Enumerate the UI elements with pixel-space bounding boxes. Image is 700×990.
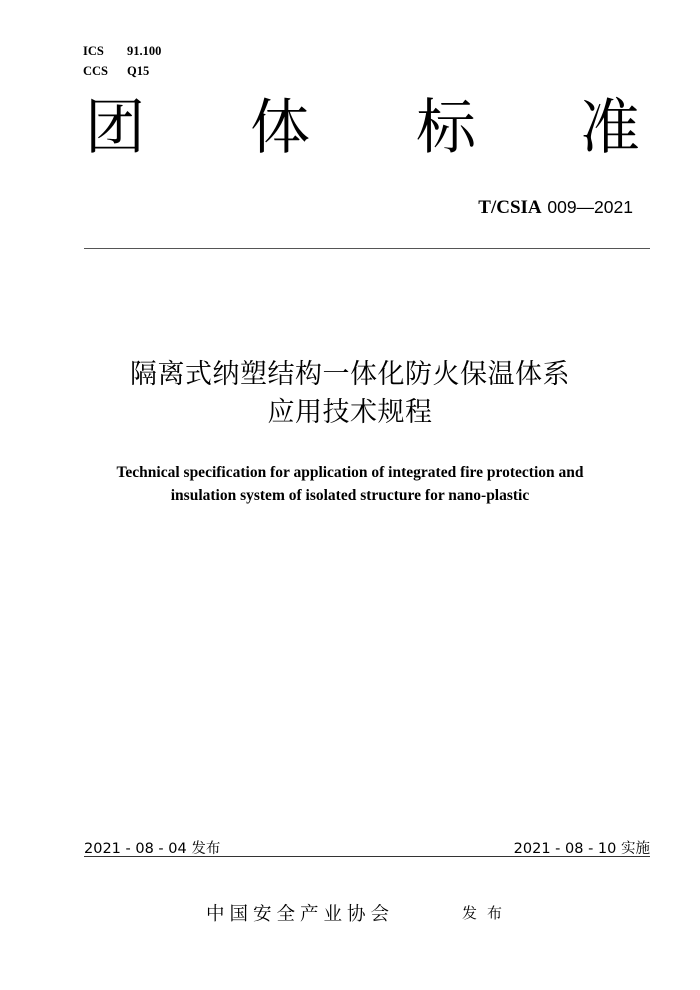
ccs-label: CCS	[83, 64, 109, 78]
standard-prefix: T/CSIA	[478, 197, 542, 218]
footer-divider	[84, 856, 650, 857]
header-title-char-2: 体	[250, 93, 310, 163]
header-title-char-3: 标	[416, 93, 476, 163]
ics-label: ICS	[83, 44, 104, 58]
publish-date: 2021 - 08 - 04 发布	[84, 841, 221, 857]
ics-value: 91.100	[127, 44, 162, 58]
header-divider	[84, 248, 650, 249]
standard-number	[478, 197, 633, 219]
issue-label: 发布	[462, 904, 513, 922]
chinese-title-line-2: 应用技术规程	[267, 397, 433, 428]
header-title-char-4: 准	[580, 93, 640, 163]
ccs-code	[83, 64, 149, 79]
implement-date: 2021 - 08 - 10 实施	[513, 841, 650, 857]
standard-code: 009—2021	[547, 197, 633, 217]
english-title-line-2: insulation system of isolated structure for nano-plastic	[170, 487, 530, 504]
chinese-title-line-1: 隔离式纳塑结构一体化防火保温体系	[130, 359, 570, 390]
ics-code	[83, 44, 161, 59]
issuer-name: 中国安全产业协会	[206, 904, 395, 925]
english-title-line-1: Technical specification for application of integrated fire protection and	[116, 464, 584, 481]
ccs-value: Q15	[127, 64, 150, 78]
header-title-char-1: 团	[85, 93, 145, 163]
